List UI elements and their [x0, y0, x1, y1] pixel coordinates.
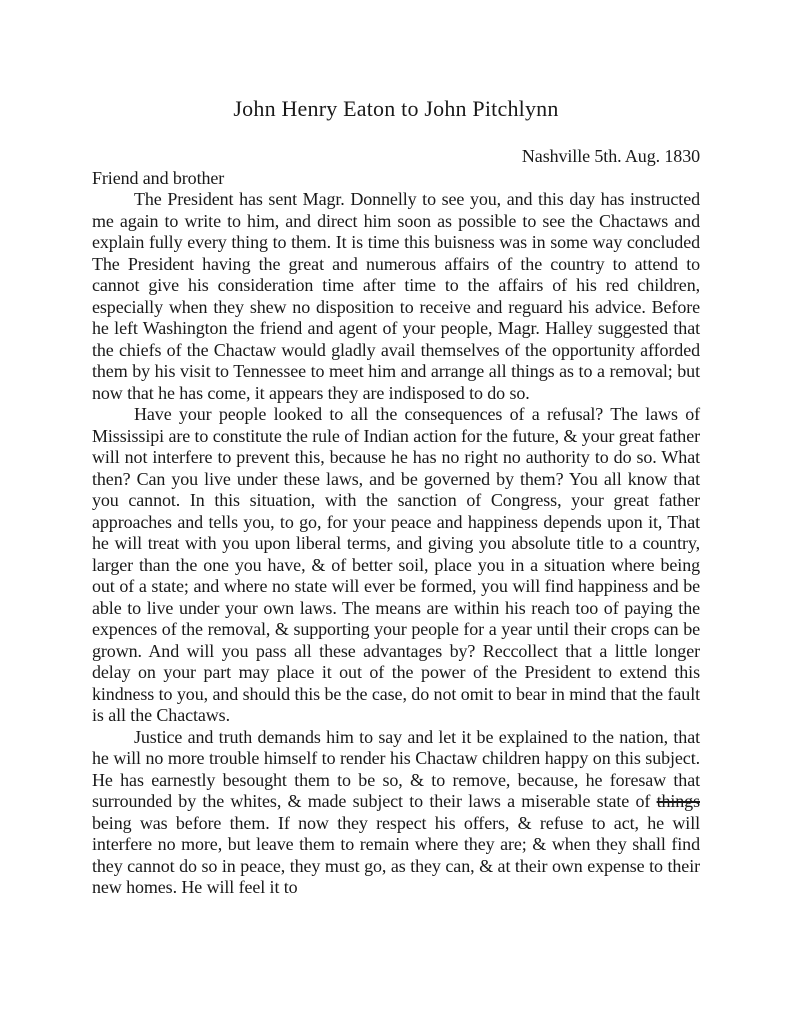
- letter-paragraph-2: Have your people looked to all the consequences of a refusal? The laws of Mississipi are to constitute the rule of Indian action for the future, & your great father will not interfere to prevent this, because he has no right no authority to do so. What then? Can you live under these laws, and be governed by them? You all know that you cannot. In this situation, with the sanction of Congress, your great father approaches and tells you, to go, for your peace and happiness depends upon it, That he will treat with you upon liberal terms, and giving you absolute title to a country, larger than the one you have, & of better soil, place you in a situation where being out of a state; and where no state will ever be formed, you will find happiness and be able to live under your own laws. The means are within his reach too of paying the expences of the removal, & supporting your people for a year until their crops can be grown. And will you pass all these advantages by? Reccollect that a little longer delay on your part may place it out of the power of the President to extend this kindness to you, and should this be the case, do not omit to bear in mind that the fault is all the Chactaws.: [92, 404, 700, 725]
- letter-salutation: Friend and brother: [92, 167, 225, 188]
- letter-paragraph-3: [92, 727, 700, 899]
- paragraph-3-text-before: Justice and truth demands him to say and let it be explained to the nation, that he will no more trouble himself to render his Chactaw children happy on this subject. He has earnestly besought them to be so, & to remove, because, he foresaw that surrounded by the whites, & made subject to their laws a miserable state of: [92, 726, 700, 811]
- paragraph-3-text-after: being was before them. If now they respect his offers, & refuse to act, he will interfere no more, but leave them to remain where they are; & when they shall find they cannot do so in peace, they must go, as they can, & at their own expense to their new homes. He will feel it to: [92, 812, 700, 897]
- letter-title: John Henry Eaton to John Pitchlynn: [233, 96, 559, 121]
- struck-through-word: things: [656, 791, 700, 811]
- letter-dateline: Nashville 5th. Aug. 1830: [521, 146, 700, 166]
- letter-paragraph-1: The President has sent Magr. Donnelly to see you, and this day has instructed me again to write to him, and direct him soon as possible to see the Chactaws and explain fully every thing to them. It is time this buisness was in some way concluded The President having the great and numerous affairs of the country to attend to cannot give his consideration time after time to the affairs of his red children, especially when they shew no disposition to receive and reguard his advice. Before he left Washington the friend and agent of your people, Magr. Halley suggested that the chiefs of the Chactaw would gladly avail themselves of the opportunity afforded them by his visit to Tennessee to meet him and arrange all things as to a removal; but now that he has come, it appears they are indisposed to do so.: [92, 189, 700, 403]
